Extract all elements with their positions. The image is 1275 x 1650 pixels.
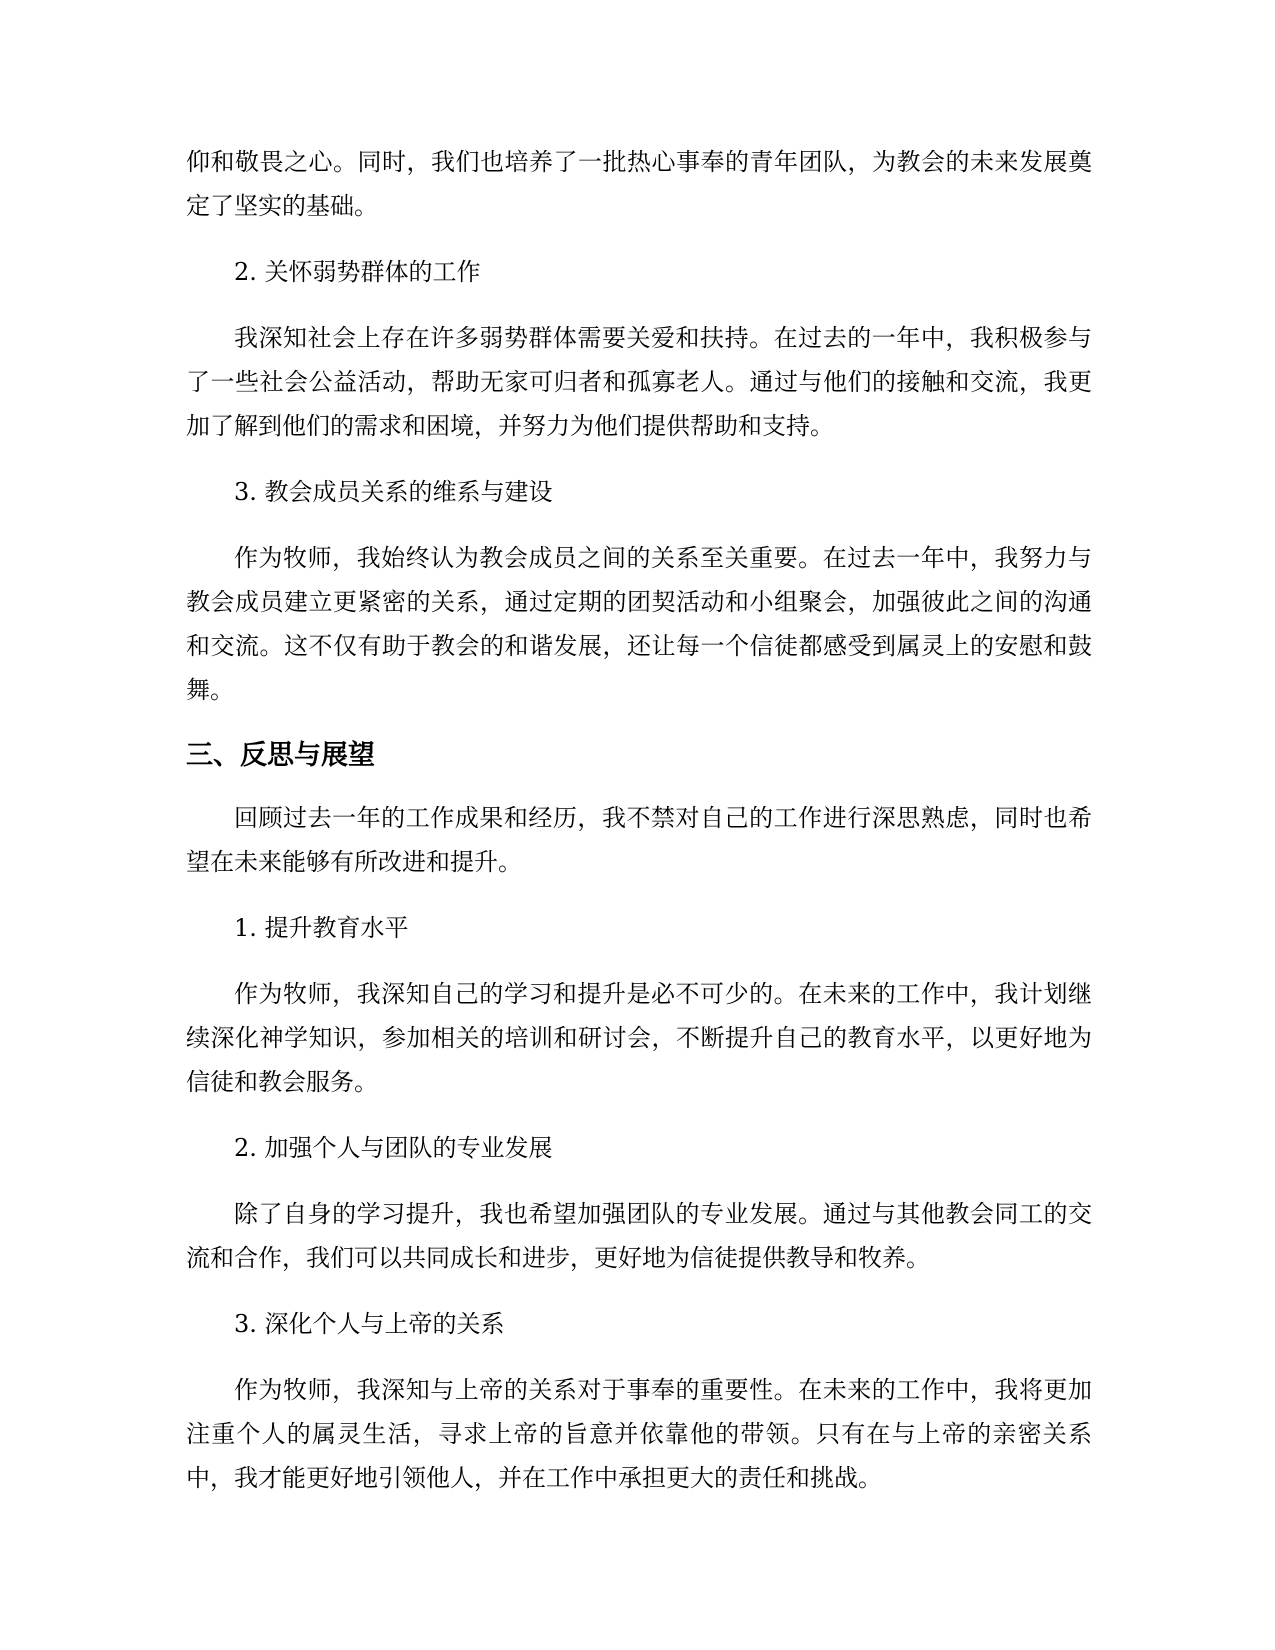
paragraph: 作为牧师，我始终认为教会成员之间的关系至关重要。在过去一年中，我努力与教会成员建立更紧密的关系，通过定期的团契活动和小组聚会，加强彼此之间的沟通和交流。这不仅有助于教会的和谐发展，还让每一个信徒都感受到属灵上的安慰和鼓舞。: [186, 544, 1092, 704]
page-content: [186, 140, 1092, 1522]
paragraph-continued: 仰和敬畏之心。同时，我们也培养了一批热心事奉的青年团队，为教会的未来发展奠定了坚实的基础。: [186, 148, 1092, 220]
paragraph: 作为牧师，我深知自己的学习和提升是必不可少的。在未来的工作中，我计划继续深化神学知识，参加相关的培训和研讨会，不断提升自己的教育水平，以更好地为信徒和教会服务。: [186, 980, 1092, 1096]
paragraph: 我深知社会上存在许多弱势群体需要关爱和扶持。在过去的一年中，我积极参与了一些社会公益活动，帮助无家可归者和孤寡老人。通过与他们的接触和交流，我更加了解到他们的需求和困境，并努力为他们提供帮助和支持。: [186, 324, 1092, 440]
paragraph: 除了自身的学习提升，我也希望加强团队的专业发展。通过与其他教会同工的交流和合作，我们可以共同成长和进步，更好地为信徒提供教导和牧养。: [186, 1200, 1092, 1272]
list-item-heading: 2. 加强个人与团队的专业发展: [234, 1134, 553, 1162]
list-item-heading: 2. 关怀弱势群体的工作: [234, 258, 481, 286]
paragraph: 作为牧师，我深知与上帝的关系对于事奉的重要性。在未来的工作中，我将更加注重个人的属灵生活，寻求上帝的旨意并依靠他的带领。只有在与上帝的亲密关系中，我才能更好地引领他人，并在工作中承担更大的责任和挑战。: [186, 1376, 1092, 1492]
paragraph: 回顾过去一年的工作成果和经历，我不禁对自己的工作进行深思熟虑，同时也希望在未来能够有所改进和提升。: [186, 804, 1092, 876]
list-item-heading: 3. 教会成员关系的维系与建设: [234, 478, 553, 506]
list-item-heading: 1. 提升教育水平: [234, 914, 409, 942]
section-heading: 三、反思与展望: [186, 740, 375, 771]
list-item-heading: 3. 深化个人与上帝的关系: [234, 1310, 505, 1338]
